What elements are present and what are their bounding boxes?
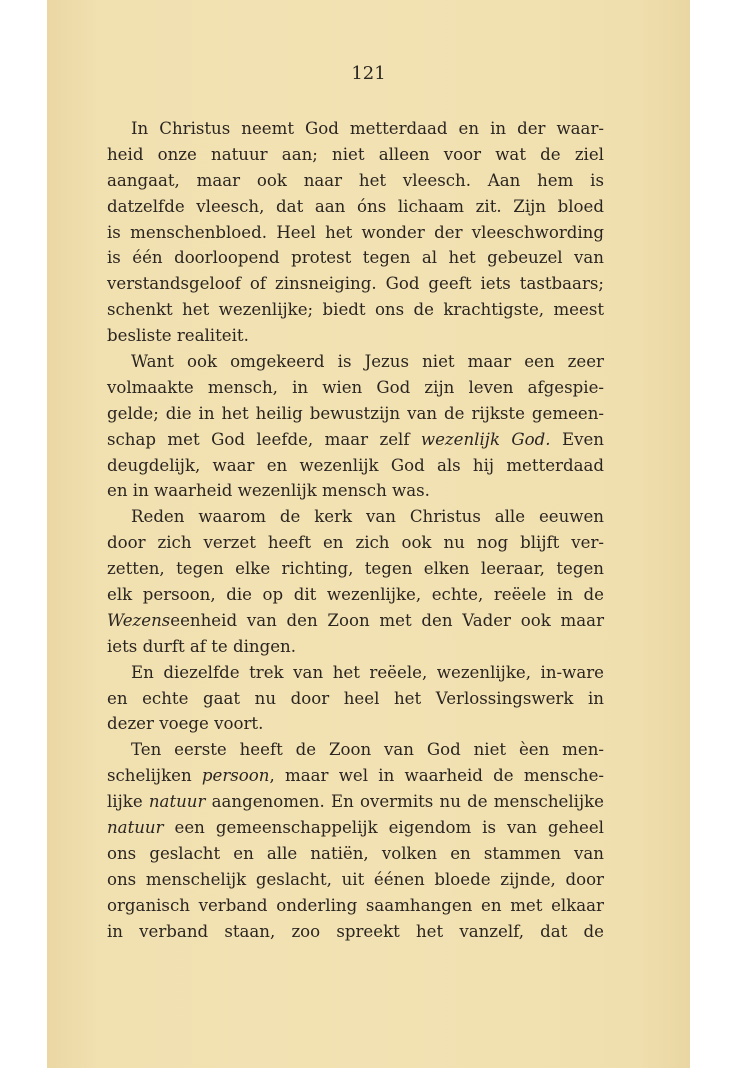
italic-text: Wezens — [107, 610, 171, 630]
italic-text: natuur — [148, 792, 206, 812]
text-line: organisch verband onderling saamhangen en met elkaar — [107, 895, 604, 915]
text-line: ons menschelijk geslacht, uit éénen bloede zijnde, door — [107, 869, 604, 889]
text-line: en echte gaat nu door heel het Verlossingswerk in — [107, 688, 604, 708]
text-line-mixed — [107, 608, 604, 634]
text-line: heid onze natuur aan; niet alleen voor wat de ziel — [107, 144, 604, 164]
text-line-mixed — [107, 789, 604, 815]
text-segment: schap met God leefde, maar zelf — [107, 429, 410, 449]
text-line-mixed — [107, 815, 604, 841]
text-segment: aangenomen. En overmits nu de menschelijke — [205, 792, 604, 812]
text-line-mixed — [107, 763, 604, 789]
italic-text: persoon — [201, 766, 270, 786]
text-line: En diezelfde trek van het reëele, wezenlijke, in-ware — [131, 662, 604, 682]
paragraph-1 — [107, 116, 604, 349]
text-line: Ten eerste heeft de Zoon van God niet èen men- — [131, 740, 604, 760]
text-segment: een gemeenschappelijk eigendom is van geheel — [174, 818, 604, 838]
text-segment: schelijken — [107, 766, 192, 786]
paragraph-5 — [107, 737, 604, 944]
text-segment: , maar wel in waarheid de mensche- — [269, 766, 605, 786]
text-line: Reden waarom de kerk van Christus alle eeuwen — [131, 507, 604, 527]
text-line: is menschenbloed. Heel het wonder der vleeschwording — [107, 222, 604, 242]
text-line: en in waarheid wezenlijk mensch was. — [107, 481, 430, 501]
body-text — [107, 116, 604, 945]
text-line: Want ook omgekeerd is Jezus niet maar een zeer — [131, 352, 604, 372]
text-line: dezer voege voort. — [107, 714, 264, 734]
text-line: volmaakte mensch, in wien God zijn leven afgespie- — [107, 377, 604, 397]
text-line: in verband staan, zoo spreekt het vanzelf, dat de — [107, 921, 604, 941]
text-segment: Even — [550, 429, 604, 449]
text-line: is één doorloopend protest tegen al het gebeuzel van — [107, 248, 604, 268]
text-line: elk persoon, die op dit wezenlijke, echte, reëele in de — [107, 585, 604, 605]
italic-text: natuur — [107, 818, 164, 838]
text-segment: eenheid van den Zoon met den Vader ook maar — [170, 610, 604, 630]
text-line: gelde; die in het heilig bewustzijn van de rijkste gemeen- — [107, 403, 604, 423]
text-line: deugdelijk, waar en wezenlijk God als hij metterdaad — [107, 455, 604, 475]
text-line: ons geslacht en alle natiën, volken en stammen van — [107, 843, 604, 863]
text-line-mixed — [107, 427, 604, 453]
text-line: door zich verzet heeft en zich ook nu nog blijft ver- — [107, 533, 604, 553]
text-line: besliste realiteit. — [107, 326, 249, 346]
text-line: verstandsgeloof of zinsneiging. God geeft iets tastbaars; — [107, 274, 604, 294]
text-line: aangaat, maar ook naar het vleesch. Aan hem is — [107, 170, 604, 190]
text-segment: lijke — [107, 792, 143, 812]
text-line: In Christus neemt God metterdaad en in der waar- — [131, 119, 604, 138]
page-number: 121 — [351, 63, 386, 84]
text-line: schenkt het wezenlijke; biedt ons de krachtigste, meest — [107, 300, 604, 320]
italic-text: wezenlijk God. — [420, 429, 551, 449]
paragraph-2 — [107, 349, 604, 504]
paragraph-3 — [107, 504, 604, 659]
text-line: datzelfde vleesch, dat aan óns lichaam zit. Zijn bloed — [107, 196, 604, 216]
text-line: iets durft af te dingen. — [107, 636, 297, 656]
paragraph-4 — [107, 660, 604, 738]
book-page — [47, 0, 690, 1068]
text-line: zetten, tegen elke richting, tegen elken leeraar, tegen — [107, 559, 604, 579]
